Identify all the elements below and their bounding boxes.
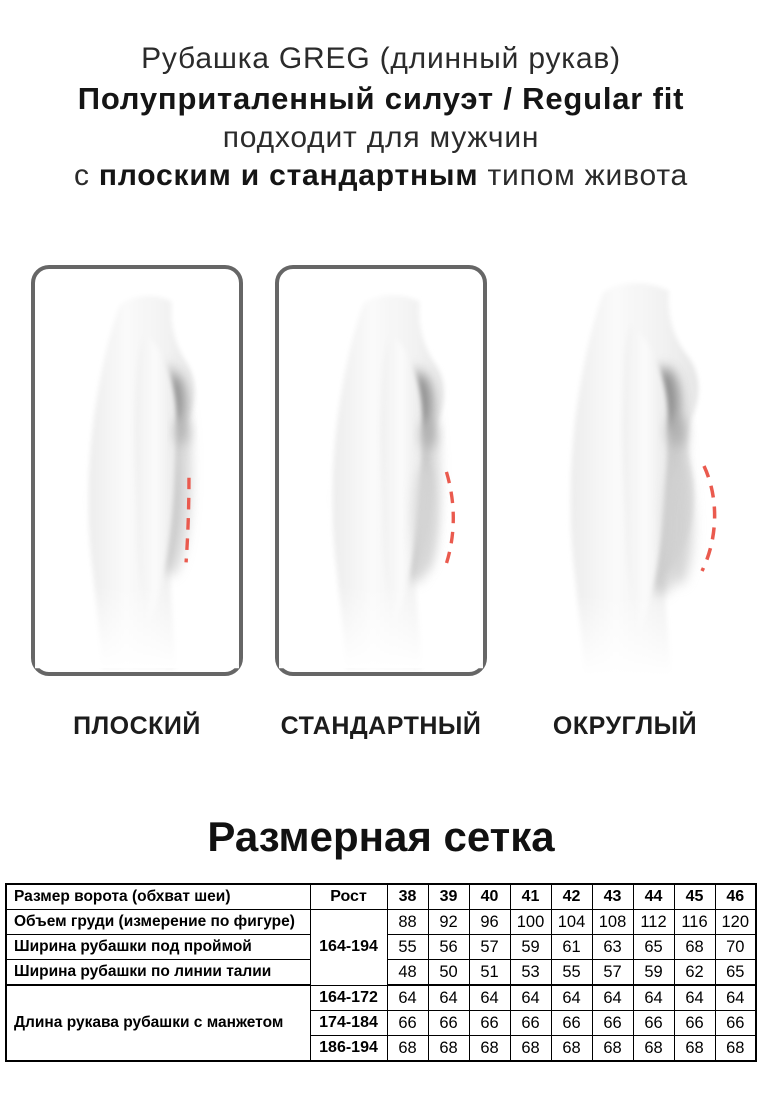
value-cell: 68: [428, 1036, 469, 1062]
value-cell: 64: [387, 985, 428, 1011]
belly-type-figures: [0, 265, 762, 676]
torso-illustration-round: [519, 265, 731, 676]
value-cell: 64: [633, 985, 674, 1011]
value-cell: 66: [387, 1011, 428, 1036]
product-title: Рубашка GREG (длинный рукав): [141, 42, 621, 75]
value-cell: 66: [551, 1011, 592, 1036]
size-grid-table: [5, 883, 757, 1062]
belly-label-standard: СТАНДАРТНЫЙ: [280, 712, 482, 740]
value-cell: 51: [469, 960, 510, 986]
fit-subtitle: Полуприталенный силуэт / Regular fit: [77, 81, 685, 116]
belly-figure-round: [519, 265, 731, 676]
value-cell: 96: [469, 910, 510, 935]
size-grid-title: Размерная сетка: [207, 813, 555, 860]
value-cell: 64: [674, 985, 715, 1011]
value-cell: 68: [715, 1036, 756, 1062]
size-header-cell: 38: [387, 884, 428, 910]
value-cell: 116: [674, 910, 715, 935]
pec-shadow: [668, 415, 686, 447]
height-header-cell: Рост: [310, 884, 387, 910]
value-cell: 62: [674, 960, 715, 986]
bottom-fade: [279, 585, 483, 668]
value-cell: 53: [510, 960, 551, 986]
value-cell: 104: [551, 910, 592, 935]
height-range-cell: 174-184: [310, 1011, 387, 1036]
corner-label-cell: Размер ворота (обхват шеи): [6, 884, 310, 910]
belly-profile-dash-line: [446, 472, 453, 563]
value-cell: 65: [633, 935, 674, 960]
value-cell: 70: [715, 935, 756, 960]
size-header-cell: 41: [510, 884, 551, 910]
value-cell: 50: [428, 960, 469, 986]
value-cell: 66: [592, 1011, 633, 1036]
value-cell: 68: [592, 1036, 633, 1062]
row-label-cell: Ширина рубашки под проймой: [6, 935, 310, 960]
value-cell: 68: [387, 1036, 428, 1062]
belly-shade: [414, 465, 437, 571]
torso-illustration-flat: [35, 269, 239, 672]
belly-profile-dash-line: [702, 466, 715, 571]
value-cell: 66: [469, 1011, 510, 1036]
value-cell: 66: [715, 1011, 756, 1036]
height-range-cell: 186-194: [310, 1036, 387, 1062]
value-cell: 48: [387, 960, 428, 986]
value-cell: 61: [551, 935, 592, 960]
value-cell: 66: [428, 1011, 469, 1036]
value-cell: 68: [510, 1036, 551, 1062]
value-cell: 108: [592, 910, 633, 935]
value-cell: 59: [633, 960, 674, 986]
table-header-row: [6, 884, 756, 910]
pec-shadow: [421, 420, 436, 449]
belly-type-line: [0, 157, 762, 195]
bottom-fade: [519, 595, 731, 676]
value-cell: 56: [428, 935, 469, 960]
audience-line: подходит для мужчин: [222, 121, 540, 154]
value-cell: 66: [510, 1011, 551, 1036]
value-cell: 57: [469, 935, 510, 960]
value-cell: 68: [674, 935, 715, 960]
value-cell: 68: [469, 1036, 510, 1062]
row-label-cell: Ширина рубашки по линии талии: [6, 960, 310, 986]
value-cell: 64: [428, 985, 469, 1011]
height-range-cell: 164-172: [310, 985, 387, 1011]
value-cell: 92: [428, 910, 469, 935]
row-label-cell: Длина рукава рубашки с манжетом: [6, 985, 310, 1061]
value-cell: 68: [674, 1036, 715, 1062]
value-cell: 64: [592, 985, 633, 1011]
size-header-cell: 44: [633, 884, 674, 910]
belly-figure-flat: [31, 265, 243, 676]
size-header-cell: 39: [428, 884, 469, 910]
value-cell: 64: [469, 985, 510, 1011]
table-row-sleeve-164-172: [6, 985, 756, 1011]
belly-shade: [665, 465, 693, 585]
value-cell: 68: [551, 1036, 592, 1062]
value-cell: 64: [715, 985, 756, 1011]
belly-label-round: ОКРУГЛЫЙ: [552, 712, 698, 740]
value-cell: 66: [674, 1011, 715, 1036]
height-range-cell: 164-194: [310, 910, 387, 986]
belly-label-flat: ПЛОСКИЙ: [73, 712, 201, 740]
value-cell: 88: [387, 910, 428, 935]
value-cell: 55: [551, 960, 592, 986]
size-header-cell: 46: [715, 884, 756, 910]
size-header-cell: 45: [674, 884, 715, 910]
torso-illustration-standard: [279, 269, 483, 672]
size-header-cell: 42: [551, 884, 592, 910]
value-cell: 66: [633, 1011, 674, 1036]
belly-line-suffix: типом живота: [478, 159, 689, 192]
value-cell: 120: [715, 910, 756, 935]
value-cell: 100: [510, 910, 551, 935]
value-cell: 65: [715, 960, 756, 986]
belly-figure-standard: [275, 265, 487, 676]
value-cell: 112: [633, 910, 674, 935]
table-row-chest: [6, 910, 756, 935]
value-cell: 57: [592, 960, 633, 986]
bottom-fade: [35, 585, 239, 668]
belly-line-prefix: с: [73, 159, 99, 192]
value-cell: 68: [633, 1036, 674, 1062]
size-header-cell: 40: [469, 884, 510, 910]
belly-line-bold: плоским и стандартным: [98, 159, 479, 192]
pec-shadow: [175, 418, 188, 445]
size-header-cell: 43: [592, 884, 633, 910]
intro-heading: [0, 0, 762, 195]
belly-type-labels: [0, 712, 762, 741]
value-cell: 59: [510, 935, 551, 960]
row-label-cell: Объем груди (измерение по фигуре): [6, 910, 310, 935]
value-cell: 64: [551, 985, 592, 1011]
value-cell: 55: [387, 935, 428, 960]
value-cell: 64: [510, 985, 551, 1011]
value-cell: 63: [592, 935, 633, 960]
